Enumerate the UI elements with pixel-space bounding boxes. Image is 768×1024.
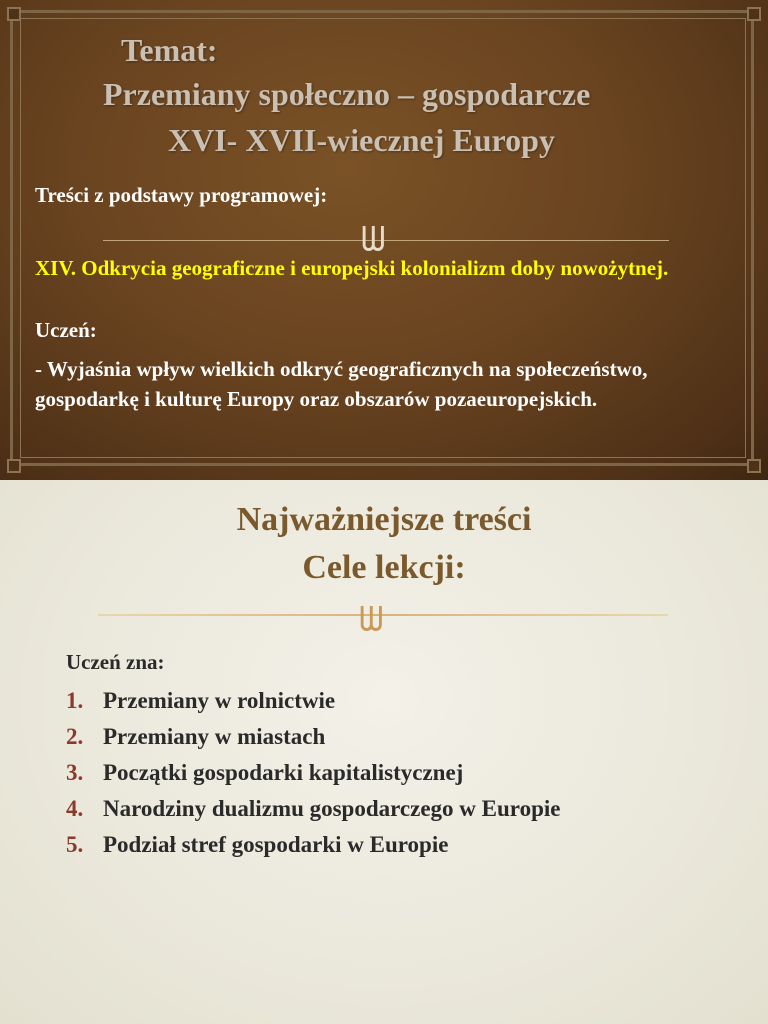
list-item: [66, 791, 560, 827]
list-number: 5.: [66, 832, 84, 857]
slide-2: [0, 480, 768, 1024]
slide-1: [0, 0, 768, 480]
title-line-2: Cele lekcji:: [302, 549, 466, 586]
frame-corner: [7, 459, 21, 473]
student-label: Uczeń:: [35, 318, 97, 342]
list-text: Początki gospodarki kapitalistycznej: [103, 760, 464, 785]
list-number: 4.: [66, 796, 84, 821]
student-requirement-text: - Wyjaśnia wpływ wielkich odkryć geograficznych na społeczeństwo, gospodarkę i kulturę Europy oraz obszarów pozaeuropejskich.: [35, 357, 648, 411]
list-item: [66, 683, 560, 719]
curriculum-heading: Treści z podstawy programowej:: [35, 183, 328, 207]
title-line-1: Najważniejsze treści: [236, 501, 532, 538]
list-text: Narodziny dualizmu gospodarczego w Europie: [103, 796, 561, 821]
list-item: [66, 719, 560, 755]
ornament-flourish-icon: ᗯ: [359, 600, 384, 640]
list-number: 1.: [66, 688, 84, 713]
ornament-flourish-icon: ᗯ: [361, 220, 386, 260]
frame-corner: [747, 459, 761, 473]
list-item: [66, 755, 560, 791]
list-text: Podział stref gospodarki w Europie: [103, 832, 449, 857]
title-line-2: Przemiany społeczno – gospodarcze: [103, 76, 591, 112]
list-number: 3.: [66, 760, 84, 785]
frame-corner: [7, 7, 21, 21]
curriculum-requirement: XIV. Odkrycia geograficzne i europejski kolonializm doby nowożytnej.: [35, 256, 669, 280]
list-text: Przemiany w miastach: [103, 724, 326, 749]
lesson-goals-list: [66, 683, 560, 863]
divider-line: [103, 240, 669, 241]
title-line-3: XVI- XVII-wiecznej Europy: [168, 122, 555, 158]
list-item: [66, 827, 560, 863]
title-line-1: Temat:: [121, 32, 218, 68]
list-text: Przemiany w rolnictwie: [103, 688, 336, 713]
slide-2-title: [0, 496, 768, 592]
goals-intro: Uczeń zna:: [66, 650, 165, 674]
frame-corner: [747, 7, 761, 21]
list-number: 2.: [66, 724, 84, 749]
